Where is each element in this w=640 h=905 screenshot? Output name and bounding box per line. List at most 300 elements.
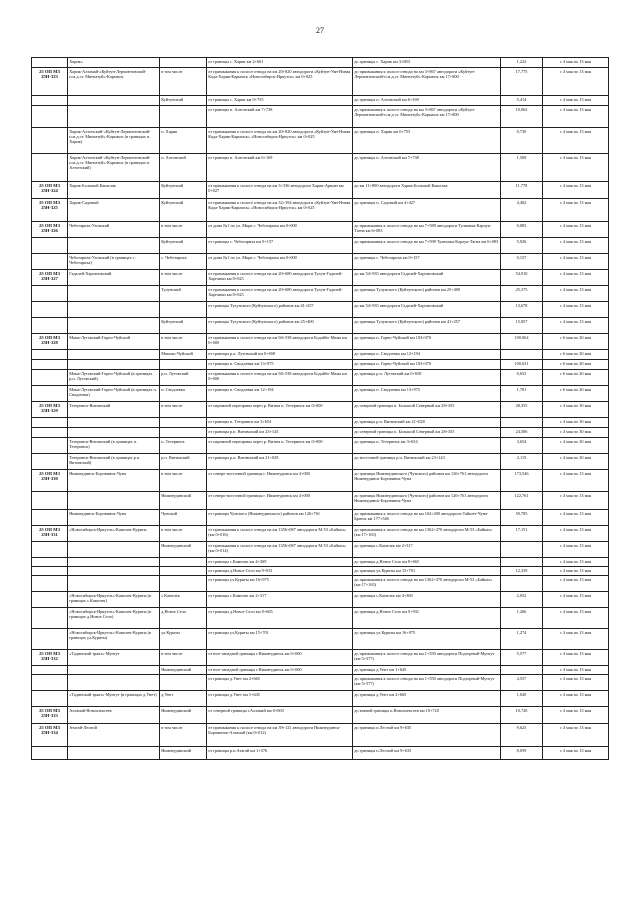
from-cell: от юго-западной границы г.Нижнеудинск км 0+000	[207, 650, 353, 666]
length-cell: 0,652	[501, 370, 543, 386]
from-cell: от границы п. Тетеринск км 3+654	[207, 418, 353, 428]
dates-cell: с 4 мая по 13 мая	[543, 470, 609, 492]
road-code-cell	[32, 302, 68, 318]
from-cell: от северо-восточной границы г. Нижнеудинск км 4+000	[207, 470, 353, 492]
road-name-cell	[68, 286, 160, 302]
from-cell: от примыкания к полосе отвода на км 1356+087 автодороги М-53 «Байкал» (км 0+016)	[207, 526, 353, 542]
to-cell: до границы р.п. Лутовский км 0+658	[353, 370, 501, 386]
table-row	[32, 558, 609, 567]
road-code-cell	[32, 666, 68, 675]
table-row	[32, 318, 609, 334]
road-code-cell	[32, 238, 68, 254]
from-cell: от границы р.п. Витимский км 23+143	[207, 428, 353, 438]
road-name-cell	[68, 542, 160, 558]
section-cell: в том числе	[160, 526, 207, 542]
dates-cell: с 4 мая по 13 мая	[543, 691, 609, 707]
to-cell: до границы п. Садовый км 4+427	[353, 199, 501, 222]
dates-cell: с 4 мая по 13 мая	[543, 254, 609, 270]
road-code-cell	[32, 428, 68, 438]
road-code-cell	[32, 592, 68, 608]
length-cell: 3,654	[501, 438, 543, 454]
table-row	[32, 650, 609, 666]
to-cell: до границы п. Алтонский км 6+169	[353, 96, 501, 106]
length-cell: 5,414	[501, 96, 543, 106]
table-row	[32, 454, 609, 470]
dates-cell: с 6 мая по 20 мая	[543, 334, 609, 350]
length-cell: 10,062	[501, 106, 543, 128]
table-row	[32, 286, 609, 302]
to-cell: до границы д.Новое Село км 8+665	[353, 558, 501, 567]
to-cell: до примыкания к полосе отвода на км 3+867 автодороги «Куйтун-Лермонтовский-п.м.д.ст. Мингатуй»-Карымск км 17+800	[353, 106, 501, 128]
dates-cell: с 4 мая по 13 мая	[543, 154, 609, 182]
road-name-cell: Чеботариха-Уховский	[68, 222, 160, 238]
road-code-cell	[32, 492, 68, 510]
road-name-cell	[68, 360, 160, 370]
table-row	[32, 492, 609, 510]
road-name-cell: Тетеринск-Витимский	[68, 402, 160, 418]
section-cell	[160, 675, 207, 691]
from-cell: от границы с. Чеботариха км 0+157	[207, 238, 353, 254]
from-cell: от границы д.Новое Село км 9+931	[207, 567, 353, 576]
section-cell: п. Тетеринск	[160, 438, 207, 454]
to-cell: до примыкания к полосе отвода на км 7+598 Тулюшка-Карлук-Тагна км 6+083	[353, 238, 501, 254]
to-cell: до границы п. Горно-Чуйский км 103+070	[353, 334, 501, 350]
length-cell	[501, 350, 543, 360]
road-name-cell: Тетеринск-Витимский (в границах р.п. Витимский)	[68, 454, 160, 470]
dates-cell: с 4 мая по 30 мая	[543, 402, 609, 418]
table-row	[32, 238, 609, 254]
length-cell: 6,083	[501, 222, 543, 238]
road-name-cell	[68, 567, 160, 576]
dates-cell: с 4 мая по 30 мая	[543, 438, 609, 454]
dates-cell: с 4 мая по 30 мая	[543, 418, 609, 428]
to-cell: до км 11+800 автодороги Харик-Большой Кашелак	[353, 182, 501, 199]
to-cell: до границы с.Камелек км 4+369	[353, 592, 501, 608]
road-code-cell	[32, 608, 68, 629]
table-row	[32, 510, 609, 526]
to-cell: до границы Тулунского (Куйтунского) районов км 25+400	[353, 286, 501, 302]
from-cell: от примыкания к полосе отвода на км 20+680 автодороги Тулун-Гадалей-Харганки км 0+025	[207, 286, 353, 302]
road-code-cell: 25 ОП МЗ 25Н-333	[32, 707, 68, 724]
section-cell: р.п. Витимский	[160, 454, 207, 470]
table-row	[32, 96, 609, 106]
road-name-cell: Мама-Лутовский-Горно-Чуйский (в границах п. Сводлевка)	[68, 386, 160, 402]
to-cell: до северной границы п. Большой Северный км 28+355	[353, 402, 501, 418]
from-cell: от границы Тулунского (Куйтунского) районов км 41+257	[207, 302, 353, 318]
dates-cell: с 4 мая по 13 мая	[543, 182, 609, 199]
dates-cell: с 4 мая по 13 мая	[543, 286, 609, 302]
section-cell	[160, 576, 207, 592]
from-cell: от примыкания к полосе отвода на км 94+538 автодороги Бодайбо-Мама км 0+000	[207, 334, 353, 350]
section-cell: п. Харик	[160, 128, 207, 154]
section-cell: в том числе	[160, 270, 207, 286]
road-code-cell: 25 ОП МЗ 25Н-327	[32, 270, 68, 286]
from-cell: от паромной переправы через р. Витим п. Тетеринск км 0+000	[207, 438, 353, 454]
table-row	[32, 724, 609, 747]
section-cell: Нижнеудинский	[160, 542, 207, 558]
from-cell: от границы д.Новое Село км 8+665	[207, 608, 353, 629]
to-cell: до южной границы п.Новоалексеев км 10+720	[353, 707, 501, 724]
to-cell: до границы п.Лесной км 9+635	[353, 747, 501, 760]
to-cell: до северной границы п. Большой Северный км 28+355	[353, 428, 501, 438]
length-cell: 1,020	[501, 691, 543, 707]
to-cell: до границы Нижнеудинского (Чунского) районов км 126+761 автодороги Нижнеудинск-Боровинок-Чуна	[353, 492, 501, 510]
dates-cell: с 4 мая по 13 мая	[543, 58, 609, 68]
road-name-cell: «Новосибирск-Иркутск»-Камелек-Куряты (в границах с.Камелек)	[68, 592, 160, 608]
to-cell: до примыкания к полосе отвода на км 1+550 автодороги Подгорный-Мунгут (км 5+577)	[353, 650, 501, 666]
road-code-cell	[32, 454, 68, 470]
section-cell	[160, 428, 207, 438]
from-cell: от примыкания к полосе отвода на км 32+394 автодороги «Куйтун-Уян-Новая Када-Харик-Карымск» «Новосибирск-Иркутск» км 0+025	[207, 199, 353, 222]
dates-cell: с 4 мая по 30 мая	[543, 454, 609, 470]
road-name-cell: «Тадинский тракт»-Мунгут	[68, 650, 160, 666]
section-cell: в том числе	[160, 724, 207, 747]
section-cell: Нижнеудинский	[160, 492, 207, 510]
table-row	[32, 222, 609, 238]
road-name-cell: Мама-Лутовский-Горно-Чуйский (в границах р.п. Лутовский)	[68, 370, 160, 386]
from-cell: от паромной переправы через р. Витим п. Тетеринск км 0+000	[207, 402, 353, 418]
road-name-cell	[68, 302, 160, 318]
to-cell: до примыкания к полосе отвода на км 1362+370 автодороги М-53 «Байкал» (км 17+165)	[353, 526, 501, 542]
from-cell: от границы с.Камелек км 2+317	[207, 592, 353, 608]
to-cell: до границы с.Камелек км 2+317	[353, 542, 501, 558]
from-cell: от границы п. Алтонский км 6+169	[207, 154, 353, 182]
table-row	[32, 438, 609, 454]
from-cell: от границы д.Унет км 2+665	[207, 675, 353, 691]
section-cell: д.Новое Село	[160, 608, 207, 629]
road-code-cell	[32, 747, 68, 760]
dates-cell: с 4 мая по 13 мая	[543, 302, 609, 318]
dates-cell: с 6 мая по 20 мая	[543, 370, 609, 386]
road-closure-table	[31, 57, 609, 760]
road-name-cell	[68, 238, 160, 254]
road-name-cell	[68, 675, 160, 691]
table-row	[32, 360, 609, 370]
road-name-cell	[68, 96, 160, 106]
length-cell: 1,222	[501, 58, 543, 68]
from-cell: от границы с. Харик км 0+755	[207, 96, 353, 106]
section-cell: Мамско-Чуйский	[160, 350, 207, 360]
table-row	[32, 592, 609, 608]
road-code-cell	[32, 106, 68, 128]
section-cell: Тулунский	[160, 286, 207, 302]
section-cell: п. Алтонский	[160, 154, 207, 182]
table-row	[32, 707, 609, 724]
table-row	[32, 542, 609, 558]
dates-cell: с 4 мая по 13 мая	[543, 724, 609, 747]
road-name-cell: Харик-Большой Кашелак	[68, 182, 160, 199]
to-cell: до границы с. Харик км 3+883	[353, 58, 501, 68]
to-cell: до границы р.п. Витимский км 21+028	[353, 418, 501, 428]
table-row	[32, 386, 609, 402]
table-row	[32, 567, 609, 576]
table-row	[32, 576, 609, 592]
section-cell: д.Унет	[160, 691, 207, 707]
from-cell: от границы с. Харик км 2+661	[207, 58, 353, 68]
road-code-cell: 25 ОП МЗ 25Н-328	[32, 334, 68, 350]
section-cell: в том числе	[160, 334, 207, 350]
section-cell	[160, 302, 207, 318]
table-row	[32, 106, 609, 128]
length-cell: 28,355	[501, 402, 543, 418]
dates-cell: с 4 мая по 13 мая	[543, 510, 609, 526]
road-code-cell	[32, 510, 68, 526]
length-cell: 17,151	[501, 526, 543, 542]
section-cell: Куйтунский	[160, 318, 207, 334]
length-cell: 5,577	[501, 650, 543, 666]
road-name-cell: Тетеринск-Витимский (в границах п. Тетеринск)	[68, 438, 160, 454]
road-code-cell	[32, 558, 68, 567]
road-name-cell: Нижнеудинск-Боровинок-Чуна	[68, 510, 160, 526]
page-number: 27	[316, 26, 324, 35]
from-cell: от границы д.Унет км 1+645	[207, 691, 353, 707]
dates-cell: с 4 мая по 13 мая	[543, 526, 609, 542]
table-row	[32, 470, 609, 492]
length-cell: 54,910	[501, 270, 543, 286]
length-cell: 0,730	[501, 128, 543, 154]
length-cell: 0,157	[501, 254, 543, 270]
from-cell: от границы п. Алтонский км 7+738	[207, 106, 353, 128]
dates-cell: с 4 мая по 13 мая	[543, 238, 609, 254]
dates-cell: с 4 мая по 30 мая	[543, 428, 609, 438]
section-cell	[160, 567, 207, 576]
from-cell: от примыкания к полосе отвода на км 94+538 автодороги Бодайбо-Мама км 0+000	[207, 370, 353, 386]
to-cell: до примыкания к полосе отвода на км 3+867 автодороги «Куйтун-Лермонтовский-п.м.д.ст. Мингатуй»-Карымск км 17+800	[353, 68, 501, 96]
road-code-cell	[32, 154, 68, 182]
section-cell	[160, 360, 207, 370]
dates-cell: с 4 мая по 13 мая	[543, 558, 609, 567]
section-cell: Нижнеудинский	[160, 707, 207, 724]
road-name-cell: Харик-Алтонский-«Куйтун-Лермонтовский-п.м.д.ст. Мингатуй»-Карымск (в границах п. Харик)	[68, 128, 160, 154]
dates-cell: с 4 мая по 13 мая	[543, 650, 609, 666]
road-name-cell	[68, 492, 160, 510]
length-cell: 1,274	[501, 629, 543, 650]
to-cell: до восточной границы р.п. Витимский км 23+143	[353, 454, 501, 470]
road-code-cell	[32, 418, 68, 428]
dates-cell: с 4 мая по 13 мая	[543, 707, 609, 724]
length-cell	[501, 418, 543, 428]
table-row	[32, 428, 609, 438]
road-name-cell: «Новосибирск-Иркутск»-Камелек-Куряты (в границах д.Новое Село)	[68, 608, 160, 629]
length-cell: 100,064	[501, 334, 543, 350]
table-row	[32, 199, 609, 222]
table-row	[32, 608, 609, 629]
length-cell: 4,402	[501, 199, 543, 222]
length-cell: 173,546	[501, 470, 543, 492]
road-name-cell: Нижнеудинск-Боровинок-Чуна	[68, 470, 160, 492]
length-cell: 9,623	[501, 724, 543, 747]
to-cell: до границы п. Горно-Чуйский км 103+070	[353, 360, 501, 370]
dates-cell: с 6 мая по 20 мая	[543, 360, 609, 370]
dates-cell: с 4 мая по 13 мая	[543, 222, 609, 238]
road-code-cell	[32, 691, 68, 707]
section-cell: р.п. Лутовский	[160, 370, 207, 386]
road-code-cell	[32, 360, 68, 370]
to-cell: до границы п. Алтонский км 7+738	[353, 154, 501, 182]
table-row	[32, 68, 609, 96]
table-row	[32, 418, 609, 428]
road-name-cell: Харик-Алтонский-«Куйтун-Лермонтовский-п.м.д.ст. Мингатуй»-Карымск (в границах п. Алтонский)	[68, 154, 160, 182]
road-name-cell: «Новосибирск-Иркутск»-Камелек-Куряты	[68, 526, 160, 542]
length-cell: 13,678	[501, 302, 543, 318]
table-row	[32, 154, 609, 182]
dates-cell: с 6 мая по 20 мая	[543, 350, 609, 360]
to-cell: до границы п. Харик км 0+755	[353, 128, 501, 154]
from-cell: от границы п. Сводлевка км 13+975	[207, 360, 353, 370]
road-code-cell	[32, 629, 68, 650]
road-code-cell	[32, 96, 68, 106]
dates-cell: с 4 мая по 13 мая	[543, 68, 609, 96]
dates-cell: с 6 мая по 20 мая	[543, 386, 609, 402]
section-cell: в том числе	[160, 470, 207, 492]
table-row	[32, 128, 609, 154]
road-name-cell	[68, 428, 160, 438]
from-cell: от границы ул.Куряты км 16+975	[207, 576, 353, 592]
to-cell: до км 54+935 автодороги Гадалей-Харгановский	[353, 270, 501, 286]
section-cell: с.Камелек	[160, 592, 207, 608]
road-name-cell: «Тадинский тракт»-Мунгут (в границах д.Унет)	[68, 691, 160, 707]
road-code-cell	[32, 675, 68, 691]
from-cell: от границы ул.Куряты км 15+701	[207, 629, 353, 650]
dates-cell: с 4 мая по 13 мая	[543, 629, 609, 650]
to-cell: до границы д.Унет км 1+645	[353, 666, 501, 675]
section-cell: п. Сводлевка	[160, 386, 207, 402]
road-code-cell	[32, 254, 68, 270]
dates-cell: с 4 мая по 13 мая	[543, 675, 609, 691]
from-cell: от примыкания к полосе отвода на км 1356+087 автодороги М-53 «Байкал» (км 0+014)	[207, 542, 353, 558]
length-cell	[501, 558, 543, 567]
road-code-cell	[32, 350, 68, 360]
section-cell: в том числе	[160, 650, 207, 666]
from-cell: от примыкания к полосе отвода на км 20+820 автодороги «Куйтун-Уян-Новая Када-Харик-Карымск «Новосибирск-Иркутск» км 0+025	[207, 68, 353, 96]
dates-cell: с 4 мая по 13 мая	[543, 199, 609, 222]
table-row	[32, 370, 609, 386]
length-cell: 12,339	[501, 567, 543, 576]
road-code-cell: 25 ОП МЗ 25Н-325	[32, 199, 68, 222]
road-name-cell: Харик»	[68, 58, 160, 68]
road-code-cell: 25 ОП МЗ 25Н-326	[32, 222, 68, 238]
section-cell: в том числе	[160, 222, 207, 238]
section-cell: Чунский	[160, 510, 207, 526]
length-cell: 1,266	[501, 608, 543, 629]
dates-cell: с 4 мая по 13 мая	[543, 318, 609, 334]
section-cell: ул.Куряты	[160, 629, 207, 650]
to-cell: до границы Нижнеудинского (Чунского) районов км 126+761 автодороги Нижнеудинск-Боровинок-Чуна	[353, 470, 501, 492]
length-cell: 1,781	[501, 386, 543, 402]
table-row	[32, 270, 609, 286]
length-cell: 2,052	[501, 592, 543, 608]
dates-cell: с 4 мая по 13 мая	[543, 576, 609, 592]
from-cell: от дома №1 по ул. Мира с. Чеботариха км 0+000	[207, 222, 353, 238]
road-name-cell: Харик-Алзамай-«Куйтун-Лермонтовский-п.м.д.ст. Мингатуй»-Карымск	[68, 68, 160, 96]
length-cell: 15,857	[501, 318, 543, 334]
from-cell: от примыкания к полосе отвода на км 20+820 автодороги «Куйтун-Уян-Новая Када-Харик-Карымск» «Новосибирск-Иркутск» км 0+025	[207, 128, 353, 154]
road-code-cell	[32, 58, 68, 68]
section-cell: Куйтунский	[160, 199, 207, 222]
length-cell: 25,375	[501, 286, 543, 302]
length-cell: 10,720	[501, 707, 543, 724]
from-cell: от границы с.Камелек км 4+369	[207, 558, 353, 567]
table-row	[32, 691, 609, 707]
from-cell: от примыкания к полосе отвода на км 3+336 автодороги Харик-Аршан км 0+027	[207, 182, 353, 199]
road-code-cell	[32, 567, 68, 576]
from-cell: от северо-восточной границы г. Нижнеудинск км 4+000	[207, 492, 353, 510]
table-row	[32, 747, 609, 760]
table-row	[32, 58, 609, 68]
section-cell	[160, 558, 207, 567]
length-cell	[501, 666, 543, 675]
road-name-cell	[68, 576, 160, 592]
road-name-cell	[68, 666, 160, 675]
dates-cell: с 4 мая по 13 мая	[543, 492, 609, 510]
road-name-cell	[68, 558, 160, 567]
road-code-cell	[32, 128, 68, 154]
section-cell	[160, 58, 207, 68]
dates-cell: с 4 мая по 13 мая	[543, 666, 609, 675]
table-row	[32, 350, 609, 360]
dates-cell: с 4 мая по 13 мая	[543, 270, 609, 286]
from-cell: от дома №1 по ул. Мира с. Чеботариха км 0+000	[207, 254, 353, 270]
section-cell: с. Чеботариха	[160, 254, 207, 270]
road-code-cell: 25 ОП МЗ 25Н-324	[32, 182, 68, 199]
dates-cell: с 4 мая по 13 мая	[543, 128, 609, 154]
road-name-cell: Харик-Садовый	[68, 199, 160, 222]
road-code-cell: 25 ОП МЗ 25Н-330	[32, 470, 68, 492]
road-code-cell	[32, 576, 68, 592]
road-code-cell	[32, 386, 68, 402]
from-cell: от северной границы г.Алзамай км 0+000	[207, 707, 353, 724]
road-name-cell	[68, 106, 160, 128]
from-cell: от юго-западной границы г.Нижнеудинск км 0+000	[207, 666, 353, 675]
from-cell: от границы Тулунского (Куйтунского) районов км 25+400	[207, 318, 353, 334]
section-cell: Куйтунский	[160, 238, 207, 254]
from-cell: от границы Чунского (Нижнеудинского) районов км 126+761	[207, 510, 353, 526]
road-name-cell	[68, 747, 160, 760]
dates-cell: с 4 мая по 13 мая	[543, 106, 609, 128]
table-row	[32, 629, 609, 650]
road-name-cell: Алзамай-Новоалексеев	[68, 707, 160, 724]
road-name-cell	[68, 418, 160, 428]
dates-cell: с 4 мая по 13 мая	[543, 592, 609, 608]
from-cell: от границы п. Сводлевка км 12+194	[207, 386, 353, 402]
road-code-cell	[32, 286, 68, 302]
section-cell: Нижнеудинский	[160, 666, 207, 675]
table-row	[32, 666, 609, 675]
road-code-cell: 25 ОП МЗ 25Н-332	[32, 650, 68, 666]
section-cell: Куйтунский	[160, 96, 207, 106]
road-code-cell	[32, 542, 68, 558]
to-cell: до примыкания к полосе отвода на км 104+200 автодороги Тайшет-Чуна-Братск км 177+546	[353, 510, 501, 526]
length-cell: 2,115	[501, 454, 543, 470]
to-cell: до границы ул.Куряты км 16+975	[353, 629, 501, 650]
road-name-cell: «Новосибирск-Иркутск»-Камелек-Куряты (в границах ул.Куряты)	[68, 629, 160, 650]
section-cell: Нижнеудинский	[160, 747, 207, 760]
table-row	[32, 402, 609, 418]
from-cell: от границы р.п.Атагай км 1+576	[207, 747, 353, 760]
table-row	[32, 254, 609, 270]
table-row	[32, 182, 609, 199]
to-cell: до границы д.Унет км 2+665	[353, 691, 501, 707]
length-cell	[501, 576, 543, 592]
dates-cell: с 4 мая по 13 мая	[543, 567, 609, 576]
from-cell: от примыкания к полосе отвода на км 39+121 автодороги Нижнеудинск-Боровинок-Алзамай (км 0+012)	[207, 724, 353, 747]
to-cell: до км 54+935 автодороги Гадалей-Харгановский	[353, 302, 501, 318]
road-code-cell: 25 ОП МЗ 25Н-334	[32, 724, 68, 747]
to-cell: до границы п. Тетеринск км 3+654	[353, 438, 501, 454]
table-row	[32, 334, 609, 350]
road-name-cell	[68, 318, 160, 334]
length-cell: 11,778	[501, 182, 543, 199]
